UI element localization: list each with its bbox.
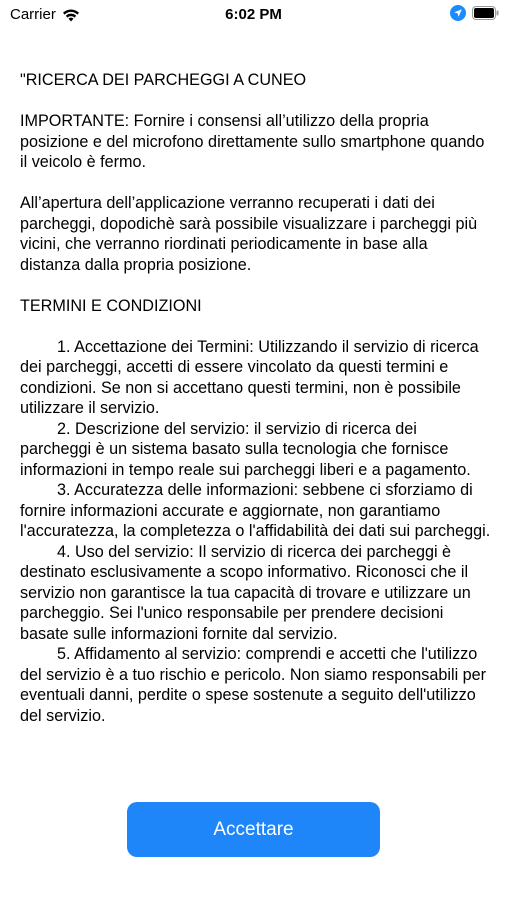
carrier-label: Carrier: [10, 6, 56, 23]
status-time: 6:02 PM: [225, 6, 282, 23]
term-item: 5. Affidamento al servizio: comprendi e accetti che l'utilizzo del servizio è a tuo rischio e pericolo. Non siamo responsabili per eventuali danni, perdite o spese sostenute a seguito dell'utilizzo del servizio.: [20, 645, 487, 725]
intro-paragraph: All’apertura dell’applicazione verranno recuperati i dati dei parcheggi, dopodichè sarà possibile visualizzare i parcheggi più vicini, che verranno riordinati periodicamente in base alla distanza dalla propria posizione.: [20, 194, 482, 274]
accept-button[interactable]: Accettare: [127, 802, 380, 857]
term-item: 4. Uso del servizio: Il servizio di ricerca dei parcheggi è destinato esclusivamente a scopo informativo. Riconosci che il servizio non garantisce la tua capacità di trovare e utilizzare un parcheggio. Sei l'unico responsabile per prendere decisioni basate sulle informazioni fornite dal servizio.: [20, 542, 471, 643]
term-item: 2. Descrizione del servizio: il servizio di ricerca dei parcheggi è un sistema basato sulla tecnologia che fornisce informazioni in tempo reale sui parcheggi liberi e a pagamento.: [20, 419, 471, 479]
term-item: 1. Accettazione dei Termini: Utilizzando il servizio di ricerca dei parcheggi, accetti di essere vincolato da questi termini e condizioni. Se non si accettano questi termini, non è possibile utilizzare il servizio.: [20, 337, 479, 417]
status-bar: [0, 0, 507, 30]
terms-heading: TERMINI E CONDIZIONI: [20, 296, 202, 315]
status-right-icons: [450, 5, 499, 21]
term-item: 3. Accuratezza delle informazioni: sebbene ci sforziamo di fornire informazioni accurate e aggiornate, non garantiamo l'accuratezza, la completezza o l'affidabilità dei dati sui parcheggi.: [20, 481, 491, 540]
terms-title: "RICERCA DEI PARCHEGGI A CUNEO: [20, 71, 307, 89]
location-icon: [450, 5, 466, 21]
battery-icon: [472, 6, 499, 20]
important-notice: IMPORTANTE: Fornire i consensi all’utilizzo della propria posizione e del microfono direttamente sullo smartphone quando il veicolo è fermo.: [20, 112, 489, 171]
terms-text-scroll[interactable]: [20, 70, 492, 776]
